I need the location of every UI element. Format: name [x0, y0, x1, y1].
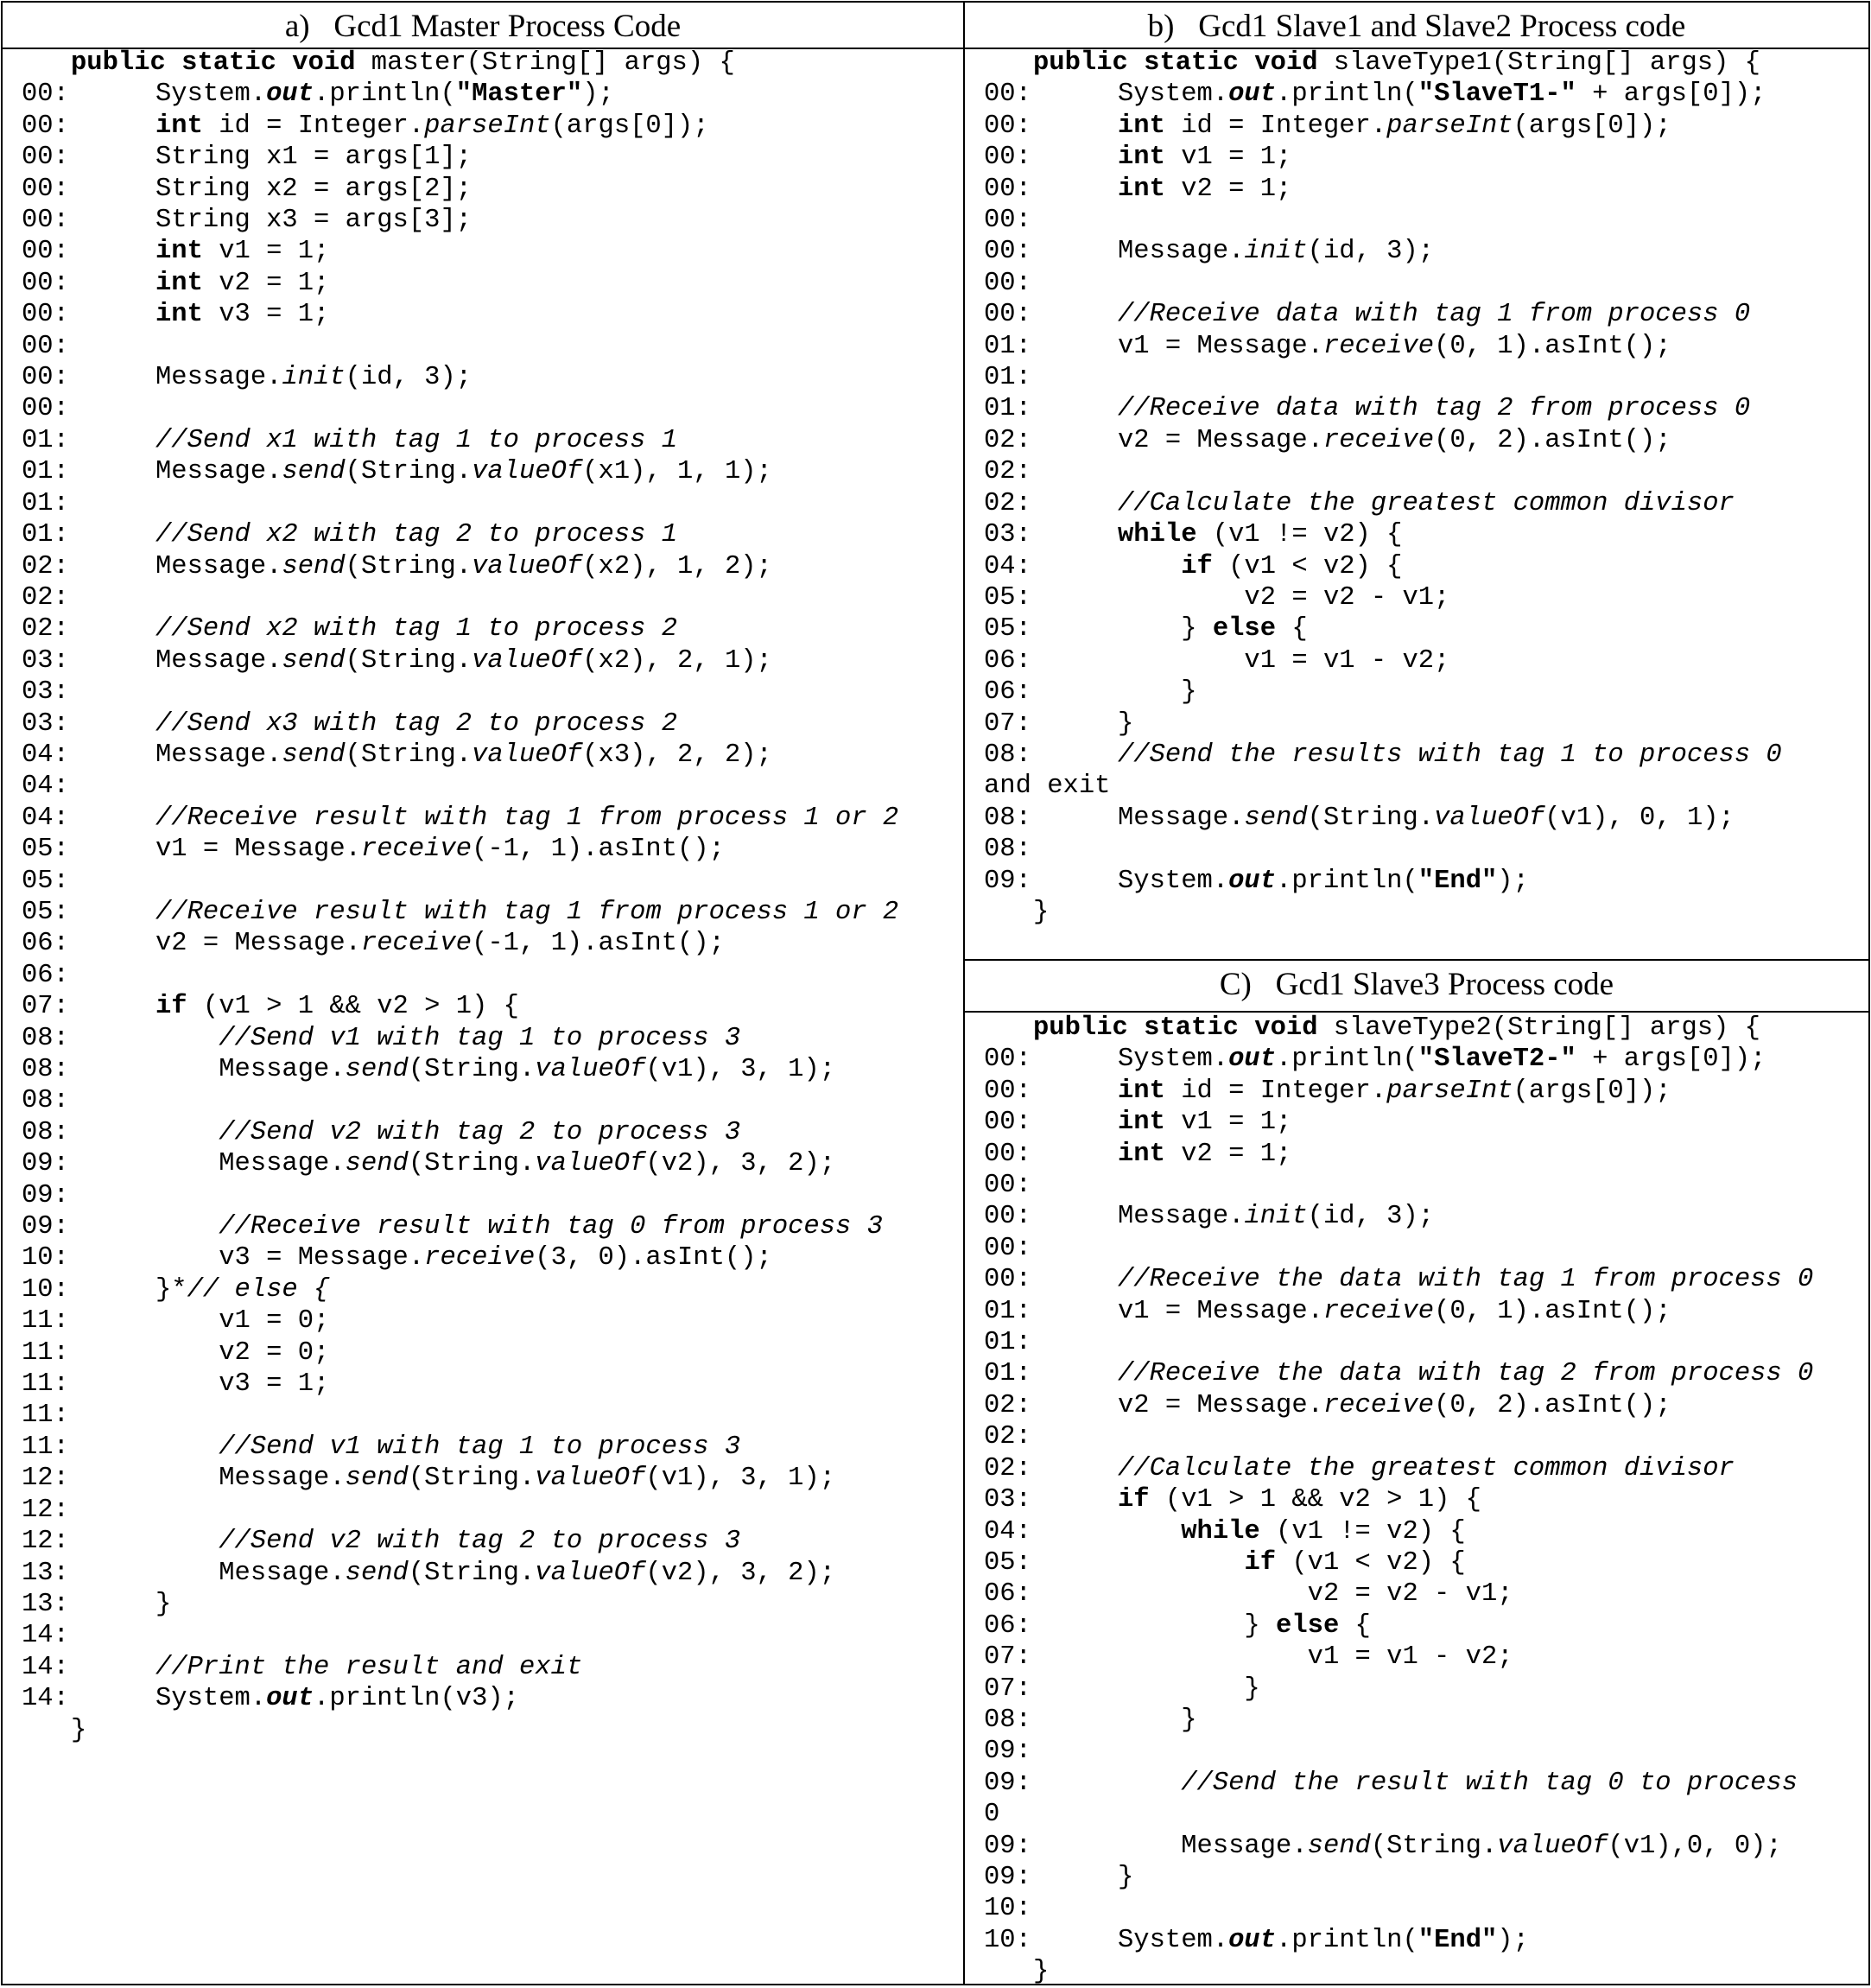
code-line [22, 1400, 155, 1430]
line-number: 00: [984, 111, 1031, 141]
code-line [22, 489, 155, 518]
line-number: 08: [984, 835, 1031, 865]
code-line: 08: } [984, 1705, 1197, 1735]
code-line: 05: v1 = Message.receive(-1, 1).asInt(); [22, 835, 725, 865]
code-line: 02: //Calculate the greatest common divisor [984, 1453, 1735, 1483]
line-number: 07: [984, 708, 1031, 739]
code-line: 09: Message.send(String.valueOf(v1),0, 0); [984, 1831, 1782, 1861]
line-number: 02: [984, 1390, 1031, 1420]
code-line: 03: //Send x3 with tag 2 to process 2 [22, 708, 677, 739]
code-line [984, 206, 1118, 235]
line-number: 03: [22, 677, 69, 708]
code-line: 07: if (v1 > 1 && v2 > 1) { [22, 992, 519, 1022]
code-line: 08: //Send v1 with tag 1 to process 3 [22, 1023, 741, 1053]
code-line: 02: v2 = Message.receive(0, 2).asInt(); [984, 425, 1671, 455]
code-line: 00: int v1 = 1; [22, 237, 330, 267]
code-line: 12: Message.send(String.valueOf(v1), 3, 1); [22, 1464, 836, 1494]
line-number: 03: [22, 708, 69, 739]
code-line: 11: v3 = 1; [22, 1369, 330, 1400]
code-line: 02: //Send x2 with tag 1 to process 2 [22, 614, 677, 645]
code-line: 05: if (v1 < v2) { [984, 1547, 1466, 1578]
code-line: 01: v1 = Message.receive(0, 1).asInt(); [984, 331, 1671, 361]
line-number: 03: [984, 520, 1031, 550]
code-line [984, 1894, 1118, 1923]
code-line: 11: v2 = 0; [22, 1337, 330, 1368]
line-number: 02: [984, 457, 1031, 487]
code-line: 09: Message.send(String.valueOf(v2), 3, 2); [22, 1149, 836, 1179]
line-number: 00: [984, 1265, 1031, 1295]
line-number: 12: [22, 1495, 69, 1525]
line-number: 08: [22, 1023, 69, 1053]
code-line: } [71, 1715, 87, 1745]
line-number: 08: [984, 740, 1031, 770]
code-line: 07: v1 = v1 - v2; [984, 1642, 1513, 1673]
code-line: 02: Message.send(String.valueOf(x2), 1, 2); [22, 551, 772, 581]
code-line: 08: //Send v2 with tag 2 to process 3 [22, 1117, 741, 1147]
line-number: 00: [984, 1202, 1031, 1232]
code-line: 00: //Receive the data with tag 1 from process 0 [984, 1265, 1814, 1295]
code-line: 04: //Receive result with tag 1 from process 1 or 2 [22, 803, 899, 833]
line-number: 08: [22, 1055, 69, 1084]
line-number: 09: [22, 1149, 69, 1179]
line-number: 14: [22, 1621, 69, 1651]
line-number: 05: [22, 866, 69, 896]
line-number: 02: [984, 1422, 1031, 1452]
line-number: 01: [984, 331, 1031, 361]
line-number: 00: [22, 268, 69, 298]
code-line: 06: v2 = Message.receive(-1, 1).asInt(); [22, 929, 725, 959]
line-number: 11: [22, 1337, 69, 1368]
line-number: 08: [22, 1117, 69, 1147]
code-line: 08: Message.send(String.valueOf(v1), 0, 1); [984, 803, 1735, 833]
line-number: 00: [22, 143, 69, 173]
code-line: 09: //Send the result with tag 0 to process [984, 1768, 1798, 1798]
line-number: 09: [22, 1180, 69, 1210]
code-line: 06: } else { [984, 1610, 1371, 1641]
line-number: 07: [22, 992, 69, 1022]
code-line [984, 1422, 1118, 1451]
line-number: 10: [984, 1894, 1031, 1924]
line-number: 11: [22, 1306, 69, 1337]
code-line: 0 [984, 1800, 1000, 1830]
line-number: 02: [984, 425, 1031, 455]
line-number: 06: [984, 645, 1031, 676]
line-number: 00: [22, 363, 69, 393]
line-number: 00: [984, 1108, 1031, 1138]
line-number: 01: [22, 488, 69, 518]
line-number: 00: [22, 111, 69, 141]
line-number: 04: [984, 1516, 1031, 1547]
code-line: 10: v3 = Message.receive(3, 0).asInt(); [22, 1243, 772, 1273]
line-number: 00: [984, 300, 1031, 330]
code-line: 03: Message.send(String.valueOf(x2), 2, 1); [22, 645, 772, 676]
line-number: 01: [22, 457, 69, 487]
line-number: 09: [22, 1212, 69, 1242]
line-number: 04: [22, 772, 69, 802]
line-number: 07: [984, 1642, 1031, 1673]
code-line [22, 1086, 155, 1115]
code-line: 00: //Receive data with tag 1 from process 0 [984, 300, 1751, 330]
line-number: 03: [984, 1485, 1031, 1515]
code-line: 08: Message.send(String.valueOf(v1), 3, 1); [22, 1055, 836, 1084]
code-line [984, 457, 1118, 486]
code-line [22, 1181, 155, 1210]
code-line: 06: v1 = v1 - v2; [984, 645, 1450, 676]
line-number: 11: [22, 1432, 69, 1462]
code-line: 00: int id = Integer.parseInt(args[0]); [984, 111, 1671, 141]
line-number: 09: [984, 1768, 1031, 1798]
panel-a-title: a) Gcd1 Master Process Code [284, 9, 682, 44]
line-number: 10: [22, 1274, 69, 1305]
code-line: 01: //Send x1 with tag 1 to process 1 [22, 425, 677, 455]
panel-a-code [22, 48, 898, 1746]
line-number: 08: [984, 1705, 1031, 1735]
code-line: 00: Message.init(id, 3); [984, 1202, 1435, 1232]
line-number: 06: [984, 1610, 1031, 1641]
line-number: 14: [22, 1684, 69, 1714]
line-number: 10: [22, 1243, 69, 1273]
code-line: 07: } [984, 708, 1134, 739]
line-number: 00: [984, 1139, 1031, 1169]
line-number: 09: [984, 1737, 1031, 1767]
code-line: public static void slaveType1(String[] args) { [1033, 48, 1760, 78]
code-line: 03: if (v1 > 1 && v2 > 1) { [984, 1485, 1481, 1515]
code-line: 00: System.out.println("SlaveT2-" + args[0]); [984, 1045, 1766, 1075]
code-line: 05: } else { [984, 614, 1308, 645]
code-line: 13: } [22, 1589, 172, 1619]
line-number: 00: [984, 268, 1031, 298]
code-line: 00: String x2 = args[2]; [22, 174, 473, 204]
code-line: and exit [984, 772, 1111, 802]
code-line [22, 332, 155, 361]
code-line: 04: while (v1 != v2) { [984, 1516, 1466, 1547]
line-number: 02: [984, 488, 1031, 518]
code-line: 07: } [984, 1674, 1260, 1704]
line-number: 13: [22, 1558, 69, 1588]
code-line: 00: Message.init(id, 3); [22, 363, 473, 393]
code-line: 06: v2 = v2 - v1; [984, 1579, 1513, 1610]
code-line: 09: } [984, 1862, 1134, 1892]
line-number: 00: [22, 331, 69, 361]
line-number: 02: [22, 551, 69, 581]
line-number: 00: [22, 394, 69, 424]
code-line [984, 1737, 1118, 1766]
panel-b-title: b) Gcd1 Slave1 and Slave2 Process code [1147, 9, 1686, 44]
code-line: 01: //Receive the data with tag 2 from process 0 [984, 1359, 1814, 1389]
line-number: 05: [984, 1547, 1031, 1578]
code-line: 00: int v1 = 1; [984, 1108, 1292, 1138]
line-number: 00: [984, 1233, 1031, 1263]
panel-b-code [984, 48, 1782, 928]
code-line: } [1033, 1957, 1050, 1987]
code-line: public static void master(String[] args) { [71, 48, 735, 78]
line-number: 00: [22, 174, 69, 204]
line-number: 01: [984, 1359, 1031, 1389]
code-line [22, 867, 155, 896]
code-line: 09: //Receive result with tag 0 from process 3 [22, 1212, 883, 1242]
code-line: 00: int v2 = 1; [984, 174, 1292, 204]
line-number: 00: [984, 143, 1031, 173]
line-number: 05: [22, 835, 69, 865]
line-number: 01: [984, 363, 1031, 393]
line-number: 11: [22, 1369, 69, 1400]
code-line [984, 1171, 1118, 1200]
code-line: } [1033, 897, 1050, 927]
line-number: 05: [22, 897, 69, 927]
line-number: 09: [984, 866, 1031, 896]
line-number: 12: [22, 1527, 69, 1557]
code-line [984, 269, 1118, 298]
code-line: 00: int v1 = 1; [984, 143, 1292, 173]
line-number: 05: [984, 614, 1031, 645]
line-number: 00: [22, 206, 69, 236]
line-number: 00: [984, 1076, 1031, 1106]
code-line [22, 1621, 155, 1650]
code-line: 01: //Receive data with tag 2 from process 0 [984, 394, 1751, 424]
line-number: 09: [984, 1831, 1031, 1861]
code-line [22, 961, 155, 990]
code-line: 09: System.out.println("End"); [984, 866, 1529, 896]
line-number: 00: [984, 206, 1031, 236]
code-line: 05: v2 = v2 - v1; [984, 582, 1450, 613]
line-number: 01: [22, 425, 69, 455]
line-number: 04: [984, 551, 1031, 581]
code-line: 10: }*// else { [22, 1274, 330, 1305]
code-line: public static void slaveType2(String[] args) { [1033, 1013, 1760, 1043]
line-number: 03: [22, 645, 69, 676]
figure-frame [1, 1, 1870, 1985]
code-line: 03: while (v1 != v2) { [984, 520, 1403, 550]
line-number: 00: [984, 1045, 1031, 1075]
line-number: 00: [984, 79, 1031, 110]
line-number: 09: [984, 1862, 1031, 1892]
line-number: 14: [22, 1652, 69, 1682]
code-line: 02: //Calculate the greatest common divisor [984, 488, 1735, 518]
line-number: 13: [22, 1589, 69, 1619]
line-number: 01: [984, 1296, 1031, 1326]
line-number: 02: [22, 582, 69, 613]
code-line [22, 772, 155, 801]
code-line: 02: v2 = Message.receive(0, 2).asInt(); [984, 1390, 1671, 1420]
line-number: 06: [22, 960, 69, 990]
line-number: 00: [22, 237, 69, 267]
code-line [22, 394, 155, 423]
line-number: 06: [22, 929, 69, 959]
code-line: 00: Message.init(id, 3); [984, 237, 1435, 267]
code-line: 00: int id = Integer.parseInt(args[0]); [984, 1076, 1671, 1106]
line-number: 12: [22, 1464, 69, 1494]
code-line: 00: int v2 = 1; [984, 1139, 1292, 1169]
panel-c-title: C) Gcd1 Slave3 Process code [1219, 967, 1614, 1002]
line-number: 04: [22, 803, 69, 833]
line-number: 07: [984, 1674, 1031, 1704]
line-number: 01: [984, 1328, 1031, 1358]
line-number: 00: [984, 174, 1031, 204]
code-line [984, 1234, 1118, 1263]
code-line: 14: System.out.println(v3); [22, 1684, 519, 1714]
code-line [984, 363, 1118, 392]
line-number: 08: [984, 803, 1031, 833]
code-line: 06: } [984, 677, 1197, 708]
line-number: 01: [984, 394, 1031, 424]
code-line: 00: int v2 = 1; [22, 268, 330, 298]
line-number: 11: [22, 1400, 69, 1431]
code-line: 08: //Send the results with tag 1 to process 0 [984, 740, 1782, 770]
code-line: 01: v1 = Message.receive(0, 1).asInt(); [984, 1296, 1671, 1326]
code-line: 10: System.out.println("End"); [984, 1925, 1529, 1955]
line-number: 06: [984, 1579, 1031, 1610]
code-line: 04: if (v1 < v2) { [984, 551, 1403, 581]
line-number: 00: [22, 300, 69, 330]
code-line: 14: //Print the result and exit [22, 1652, 583, 1682]
code-line: 00: int v3 = 1; [22, 300, 330, 330]
code-line: 11: v1 = 0; [22, 1306, 330, 1337]
code-line: 13: Message.send(String.valueOf(v2), 3, 2); [22, 1558, 836, 1588]
line-number: 08: [22, 1086, 69, 1116]
code-line: 05: //Receive result with tag 1 from process 1 or 2 [22, 897, 899, 927]
code-line [984, 835, 1118, 864]
code-line [984, 1328, 1118, 1357]
line-number: 02: [984, 1453, 1031, 1483]
line-number: 05: [984, 582, 1031, 613]
code-line [22, 677, 155, 707]
line-number: 01: [22, 520, 69, 550]
code-line: 00: String x3 = args[3]; [22, 206, 473, 236]
code-line [22, 583, 155, 613]
code-line: 01: //Send x2 with tag 2 to process 1 [22, 520, 677, 550]
line-number: 04: [22, 740, 69, 770]
line-number: 00: [984, 1171, 1031, 1201]
code-line: 12: //Send v2 with tag 2 to process 3 [22, 1527, 741, 1557]
code-line: 00: System.out.println("SlaveT1-" + args[0]); [984, 79, 1766, 110]
line-number: 06: [984, 677, 1031, 708]
code-line: 00: int id = Integer.parseInt(args[0]); [22, 111, 709, 141]
code-line [22, 1496, 155, 1525]
line-number: 10: [984, 1925, 1031, 1955]
code-line: 04: Message.send(String.valueOf(x3), 2, 2); [22, 740, 772, 770]
panel-c-code [984, 1013, 1813, 1988]
line-number: 00: [22, 79, 69, 110]
code-line: 00: System.out.println("Master"); [22, 79, 614, 110]
line-number: 02: [22, 614, 69, 645]
line-number: 00: [984, 237, 1031, 267]
code-line: 00: String x1 = args[1]; [22, 143, 473, 173]
code-line: 11: //Send v1 with tag 1 to process 3 [22, 1432, 741, 1462]
code-line: 01: Message.send(String.valueOf(x1), 1, 1); [22, 457, 772, 487]
